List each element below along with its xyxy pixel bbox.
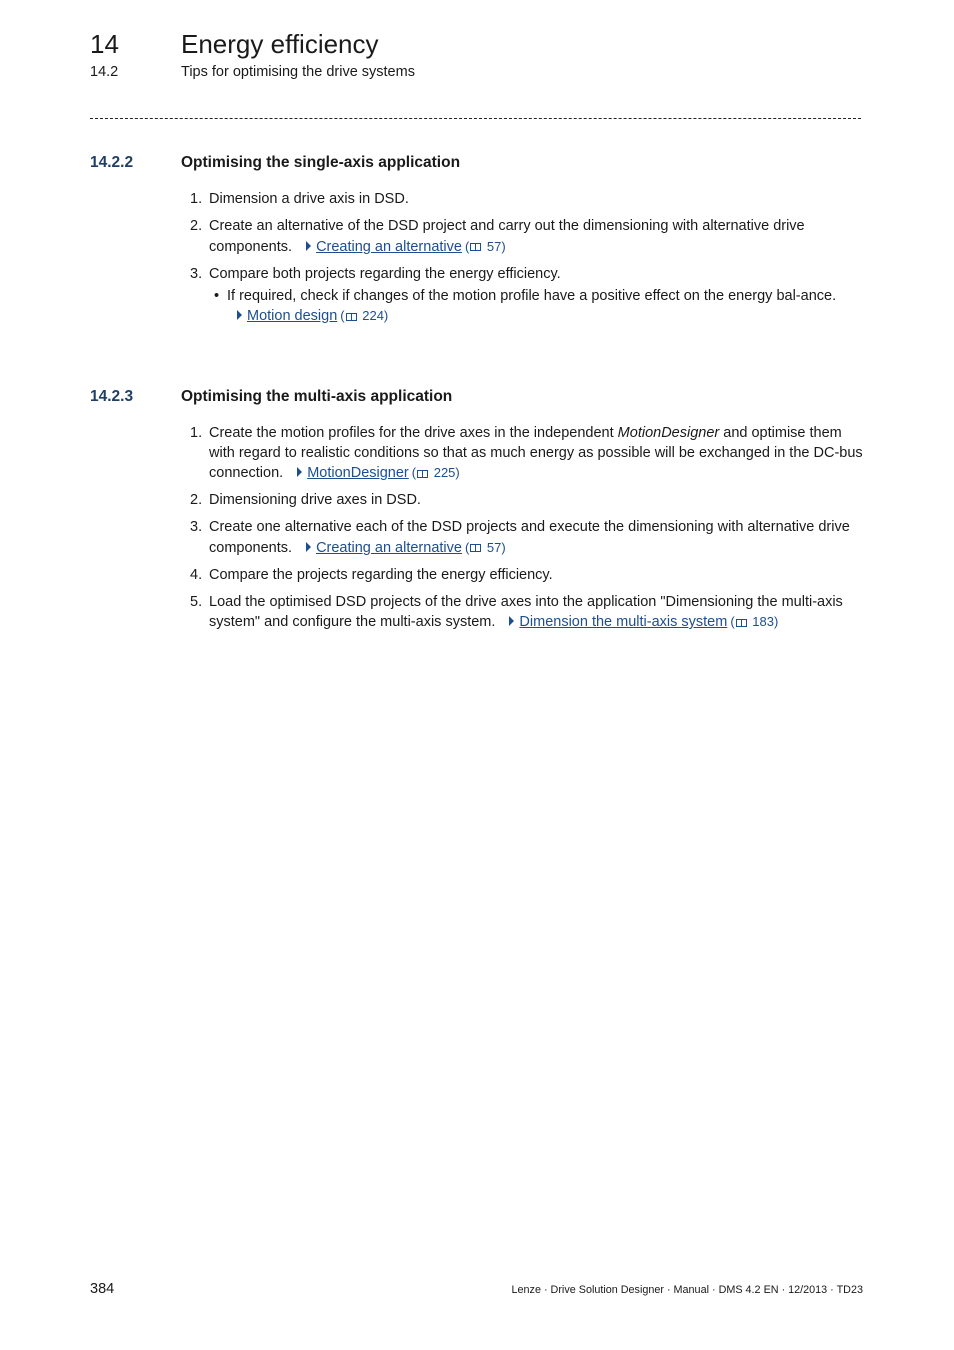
step-text: Compare both projects regarding the energy efficiency.	[209, 265, 561, 282]
subsection-title: Optimising the multi-axis application	[181, 388, 453, 405]
page-reference[interactable]: ( 183)	[730, 614, 779, 629]
cross-reference	[296, 540, 506, 556]
subsection-number: 14.2.2	[90, 154, 134, 171]
subsection-number: 14.2.3	[90, 388, 134, 405]
step-number: 1.	[190, 191, 203, 207]
step-text: Create the motion profiles for the drive axes in the independent	[209, 425, 618, 441]
list-item	[181, 265, 865, 327]
book-icon	[470, 544, 481, 552]
chapter-title: Energy efficiency	[181, 29, 379, 59]
book-icon	[417, 470, 428, 478]
step-text: Create an alternative of the DSD project and carry out the dimensioning with alternative drive components.	[209, 218, 805, 255]
book-icon	[736, 619, 747, 627]
arrow-right-icon	[306, 241, 311, 251]
step-number: 3.	[190, 265, 203, 282]
section-number: 14.2	[90, 64, 119, 80]
step-text: and optimise them with regard to realistic conditions so that as much energy as possible will be exchanged in the DC-bus connection.	[209, 425, 863, 481]
step-number: 3.	[190, 519, 203, 535]
book-icon	[346, 313, 357, 321]
bullet-item	[209, 287, 865, 327]
step-text-italic: MotionDesigner	[617, 425, 720, 441]
step-number: 1.	[190, 425, 203, 441]
arrow-right-icon	[306, 542, 311, 552]
list-item	[181, 491, 865, 511]
step-text: Dimensioning drive axes in DSD.	[209, 492, 421, 508]
page-reference[interactable]: ( 57)	[464, 238, 506, 254]
list-item	[181, 190, 865, 210]
list-item	[181, 217, 865, 257]
link-creating-an-alternative[interactable]: Creating an alternative	[316, 539, 462, 556]
page-reference[interactable]: ( 225)	[411, 465, 460, 480]
link-dimension-multi-axis-system[interactable]: Dimension the multi-axis system	[519, 614, 728, 630]
subsection-title: Optimising the single-axis application	[181, 154, 461, 171]
chapter-number: 14	[90, 29, 119, 59]
single-axis-steps	[181, 190, 865, 334]
cross-reference	[287, 465, 460, 481]
footer-doc-info: Lenze · Drive Solution Designer · Manual · DMS 4.2 EN · 12/2013 · TD23	[511, 1284, 863, 1296]
step-number: 2.	[190, 218, 203, 234]
cross-reference	[296, 239, 506, 255]
page-reference[interactable]: ( 57)	[464, 539, 506, 555]
header-divider	[90, 118, 861, 119]
step-text: Load the optimised DSD projects of the drive axes into the application "Dimensioning the multi-axis system" and configure the multi-axis system.	[209, 593, 843, 630]
step-text: Dimension a drive axis in DSD.	[209, 191, 409, 207]
step-number: 4.	[190, 566, 203, 583]
bullet-text: If required, check if changes of the motion profile have a positive effect on the energy bal-ance.	[227, 287, 837, 304]
list-item	[181, 424, 865, 484]
step-number: 2.	[190, 492, 203, 508]
page-reference[interactable]: ( 224)	[340, 308, 389, 323]
page-number: 384	[90, 1281, 115, 1297]
section-title: Tips for optimising the drive systems	[181, 64, 415, 80]
link-motion-design[interactable]: Motion design	[247, 308, 338, 324]
book-icon	[470, 243, 481, 251]
link-creating-an-alternative[interactable]: Creating an alternative	[316, 238, 462, 255]
step-number: 5.	[190, 593, 203, 610]
arrow-right-icon	[237, 310, 242, 320]
list-item	[181, 518, 865, 558]
cross-reference	[499, 614, 778, 630]
list-item	[181, 593, 865, 633]
bullet-mark: •	[214, 287, 220, 304]
arrow-right-icon	[509, 616, 514, 626]
link-motiondesigner[interactable]: MotionDesigner	[307, 465, 409, 481]
arrow-right-icon	[297, 467, 302, 477]
step-text: Compare the projects regarding the energy efficiency.	[209, 566, 553, 583]
cross-reference	[227, 308, 388, 324]
list-item	[181, 566, 865, 586]
step-text: Create one alternative each of the DSD projects and execute the dimensioning with alternative drive components.	[209, 519, 850, 556]
multi-axis-steps	[181, 424, 865, 640]
bullet-list	[209, 287, 865, 327]
